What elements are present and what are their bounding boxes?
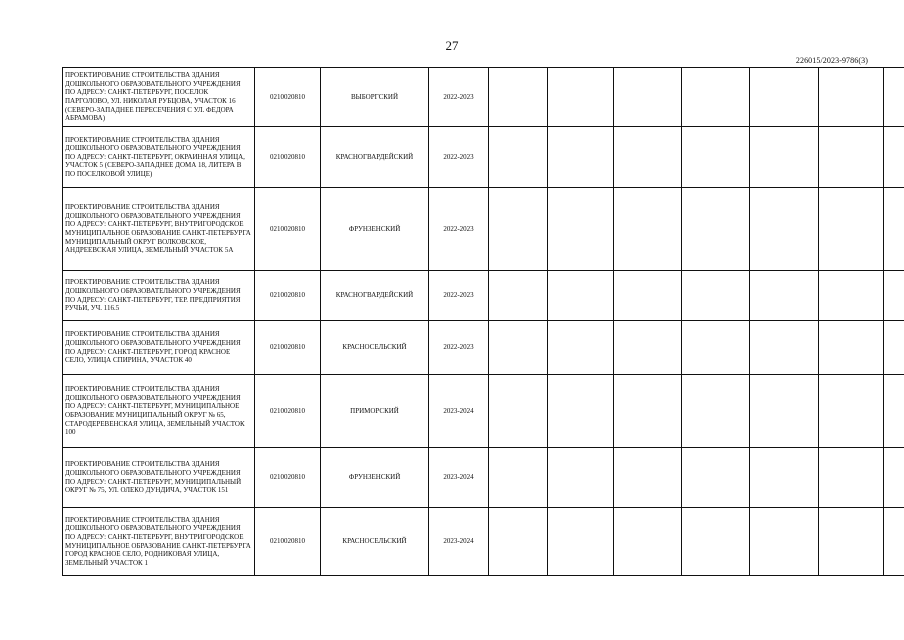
empty-cell bbox=[819, 188, 884, 271]
budget-code-cell: 0210020810 bbox=[255, 68, 321, 127]
register-table bbox=[62, 67, 904, 576]
district-cell: КРАСНОСЕЛЬСКИЙ bbox=[321, 508, 429, 576]
empty-cell bbox=[548, 127, 614, 188]
period-cell: 2022-2023 bbox=[429, 127, 489, 188]
empty-cell bbox=[548, 271, 614, 321]
budget-code-cell: 0210020810 bbox=[255, 127, 321, 188]
empty-cell bbox=[750, 68, 819, 127]
object-name-cell: ПРОЕКТИРОВАНИЕ СТРОИТЕЛЬСТВА ЗДАНИЯ ДОШКОЛЬНОГО ОБРАЗОВАТЕЛЬНОГО УЧРЕЖДЕНИЯ ПО АДРЕСУ: САНКТ-ПЕТЕРБУРГ, ВНУТРИГОРОДСКОЕ МУНИЦИПАЛЬНОЕ ОБРАЗОВАНИЕ САНКТ-ПЕТЕРБУРГА ГОРОД КРАСНОЕ СЕЛО, РОДНИКОВАЯ УЛИЦА, ЗЕМЕЛЬНЫЙ УЧАСТОК 1 bbox=[63, 508, 255, 576]
period-cell: 2023-2024 bbox=[429, 508, 489, 576]
empty-cell bbox=[750, 448, 819, 508]
district-cell: ВЫБОРГСКИЙ bbox=[321, 68, 429, 127]
empty-cell bbox=[614, 271, 682, 321]
empty-cell bbox=[884, 375, 904, 448]
empty-cell bbox=[548, 321, 614, 375]
object-name-cell: ПРОЕКТИРОВАНИЕ СТРОИТЕЛЬСТВА ЗДАНИЯ ДОШКОЛЬНОГО ОБРАЗОВАТЕЛЬНОГО УЧРЕЖДЕНИЯ ПО АДРЕСУ: САНКТ-ПЕТЕРБУРГ, МУНИЦИПАЛЬНОЕ ОБРАЗОВАНИЕ МУНИЦИПАЛЬНЫЙ ОКРУГ № 65, СТАРОДЕРЕВЕНСКАЯ УЛИЦА, ЗЕМЕЛЬНЫЙ УЧАСТОК 100 bbox=[63, 375, 255, 448]
object-name-cell: ПРОЕКТИРОВАНИЕ СТРОИТЕЛЬСТВА ЗДАНИЯ ДОШКОЛЬНОГО ОБРАЗОВАТЕЛЬНОГО УЧРЕЖДЕНИЯ ПО АДРЕСУ: САНКТ-ПЕТЕРБУРГ, ПОСЕЛОК ПАРГОЛОВО, УЛ. НИКОЛАЯ РУБЦОВА, УЧАСТОК 16 (СЕВЕРО-ЗАПАДНЕЕ ПЕРЕСЕЧЕНИЯ С УЛ. ФЕДОРА АБРАМОВА) bbox=[63, 68, 255, 127]
object-name-cell: ПРОЕКТИРОВАНИЕ СТРОИТЕЛЬСТВА ЗДАНИЯ ДОШКОЛЬНОГО ОБРАЗОВАТЕЛЬНОГО УЧРЕЖДЕНИЯ ПО АДРЕСУ: САНКТ-ПЕТЕРБУРГ, ГОРОД КРАСНОЕ СЕЛО, УЛИЦА СПИРИНА, УЧАСТОК 40 bbox=[63, 321, 255, 375]
empty-cell bbox=[614, 508, 682, 576]
empty-cell bbox=[489, 68, 548, 127]
empty-cell bbox=[750, 127, 819, 188]
empty-cell bbox=[819, 127, 884, 188]
period-cell: 2023-2024 bbox=[429, 448, 489, 508]
table-row bbox=[63, 188, 904, 271]
district-cell: ФРУНЗЕНСКИЙ bbox=[321, 188, 429, 271]
empty-cell bbox=[884, 188, 904, 271]
empty-cell bbox=[548, 508, 614, 576]
empty-cell bbox=[489, 271, 548, 321]
object-name-cell: ПРОЕКТИРОВАНИЕ СТРОИТЕЛЬСТВА ЗДАНИЯ ДОШКОЛЬНОГО ОБРАЗОВАТЕЛЬНОГО УЧРЕЖДЕНИЯ ПО АДРЕСУ: САНКТ-ПЕТЕРБУРГ, ОКРАИННАЯ УЛИЦА, УЧАСТОК 5 (СЕВЕРО-ЗАПАДНЕЕ ДОМА 18, ЛИТЕРА В ПО ПОСЕЛКОВОЙ УЛИЦЕ) bbox=[63, 127, 255, 188]
empty-cell bbox=[682, 68, 750, 127]
empty-cell bbox=[819, 321, 884, 375]
empty-cell bbox=[614, 448, 682, 508]
empty-cell bbox=[884, 127, 904, 188]
empty-cell bbox=[489, 375, 548, 448]
empty-cell bbox=[614, 188, 682, 271]
district-cell: КРАСНОГВАРДЕЙСКИЙ bbox=[321, 127, 429, 188]
empty-cell bbox=[489, 188, 548, 271]
empty-cell bbox=[884, 448, 904, 508]
object-name-cell: ПРОЕКТИРОВАНИЕ СТРОИТЕЛЬСТВА ЗДАНИЯ ДОШКОЛЬНОГО ОБРАЗОВАТЕЛЬНОГО УЧРЕЖДЕНИЯ ПО АДРЕСУ: САНКТ-ПЕТЕРБУРГ, ТЕР. ПРЕДПРИЯТИЯ РУЧЬИ, УЧ. 116.5 bbox=[63, 271, 255, 321]
empty-cell bbox=[682, 188, 750, 271]
table-row bbox=[63, 508, 904, 576]
empty-cell bbox=[548, 375, 614, 448]
empty-cell bbox=[819, 448, 884, 508]
empty-cell bbox=[884, 508, 904, 576]
empty-cell bbox=[682, 271, 750, 321]
budget-code-cell: 0210020810 bbox=[255, 375, 321, 448]
empty-cell bbox=[884, 271, 904, 321]
district-cell: ПРИМОРСКИЙ bbox=[321, 375, 429, 448]
table-row bbox=[63, 448, 904, 508]
budget-code-cell: 0210020810 bbox=[255, 508, 321, 576]
budget-code-cell: 0210020810 bbox=[255, 321, 321, 375]
empty-cell bbox=[750, 508, 819, 576]
empty-cell bbox=[614, 68, 682, 127]
empty-cell bbox=[548, 448, 614, 508]
empty-cell bbox=[682, 321, 750, 375]
empty-cell bbox=[819, 271, 884, 321]
period-cell: 2022-2023 bbox=[429, 68, 489, 127]
object-name-cell: ПРОЕКТИРОВАНИЕ СТРОИТЕЛЬСТВА ЗДАНИЯ ДОШКОЛЬНОГО ОБРАЗОВАТЕЛЬНОГО УЧРЕЖДЕНИЯ ПО АДРЕСУ: САНКТ-ПЕТЕРБУРГ, МУНИЦИПАЛЬНЫЙ ОКРУГ № 75, УЛ. ОЛЕКО ДУНДИЧА, УЧАСТОК 151 bbox=[63, 448, 255, 508]
empty-cell bbox=[682, 448, 750, 508]
empty-cell bbox=[548, 68, 614, 127]
empty-cell bbox=[682, 508, 750, 576]
budget-code-cell: 0210020810 bbox=[255, 188, 321, 271]
object-name-cell: ПРОЕКТИРОВАНИЕ СТРОИТЕЛЬСТВА ЗДАНИЯ ДОШКОЛЬНОГО ОБРАЗОВАТЕЛЬНОГО УЧРЕЖДЕНИЯ ПО АДРЕСУ: САНКТ-ПЕТЕРБУРГ, ВНУТРИГОРОДСКОЕ МУНИЦИПАЛЬНОЕ ОБРАЗОВАНИЕ САНКТ-ПЕТЕРБУРГА МУНИЦИПАЛЬНЫЙ ОКРУГ ВОЛКОВСКОЕ, АНДРЕЕВСКАЯ УЛИЦА, ЗЕМЕЛЬНЫЙ УЧАСТОК 5А bbox=[63, 188, 255, 271]
empty-cell bbox=[750, 321, 819, 375]
period-cell: 2022-2023 bbox=[429, 271, 489, 321]
period-cell: 2022-2023 bbox=[429, 321, 489, 375]
empty-cell bbox=[489, 127, 548, 188]
district-cell: ФРУНЗЕНСКИЙ bbox=[321, 448, 429, 508]
empty-cell bbox=[489, 321, 548, 375]
empty-cell bbox=[750, 188, 819, 271]
table-row bbox=[63, 321, 904, 375]
empty-cell bbox=[884, 68, 904, 127]
empty-cell bbox=[548, 188, 614, 271]
document-reference: 226015/2023-9786(3) bbox=[795, 56, 868, 65]
budget-code-cell: 0210020810 bbox=[255, 448, 321, 508]
empty-cell bbox=[682, 127, 750, 188]
district-cell: КРАСНОГВАРДЕЙСКИЙ bbox=[321, 271, 429, 321]
empty-cell bbox=[819, 375, 884, 448]
table-row bbox=[63, 271, 904, 321]
period-cell: 2022-2023 bbox=[429, 188, 489, 271]
empty-cell bbox=[750, 375, 819, 448]
empty-cell bbox=[614, 375, 682, 448]
empty-cell bbox=[682, 375, 750, 448]
period-cell: 2023-2024 bbox=[429, 375, 489, 448]
table-row bbox=[63, 127, 904, 188]
empty-cell bbox=[614, 321, 682, 375]
page-number: 27 bbox=[445, 38, 459, 53]
table-row bbox=[63, 375, 904, 448]
empty-cell bbox=[819, 68, 884, 127]
budget-code-cell: 0210020810 bbox=[255, 271, 321, 321]
empty-cell bbox=[819, 508, 884, 576]
empty-cell bbox=[489, 448, 548, 508]
empty-cell bbox=[750, 271, 819, 321]
empty-cell bbox=[614, 127, 682, 188]
district-cell: КРАСНОСЕЛЬСКИЙ bbox=[321, 321, 429, 375]
empty-cell bbox=[884, 321, 904, 375]
empty-cell bbox=[489, 508, 548, 576]
table-row bbox=[63, 68, 904, 127]
